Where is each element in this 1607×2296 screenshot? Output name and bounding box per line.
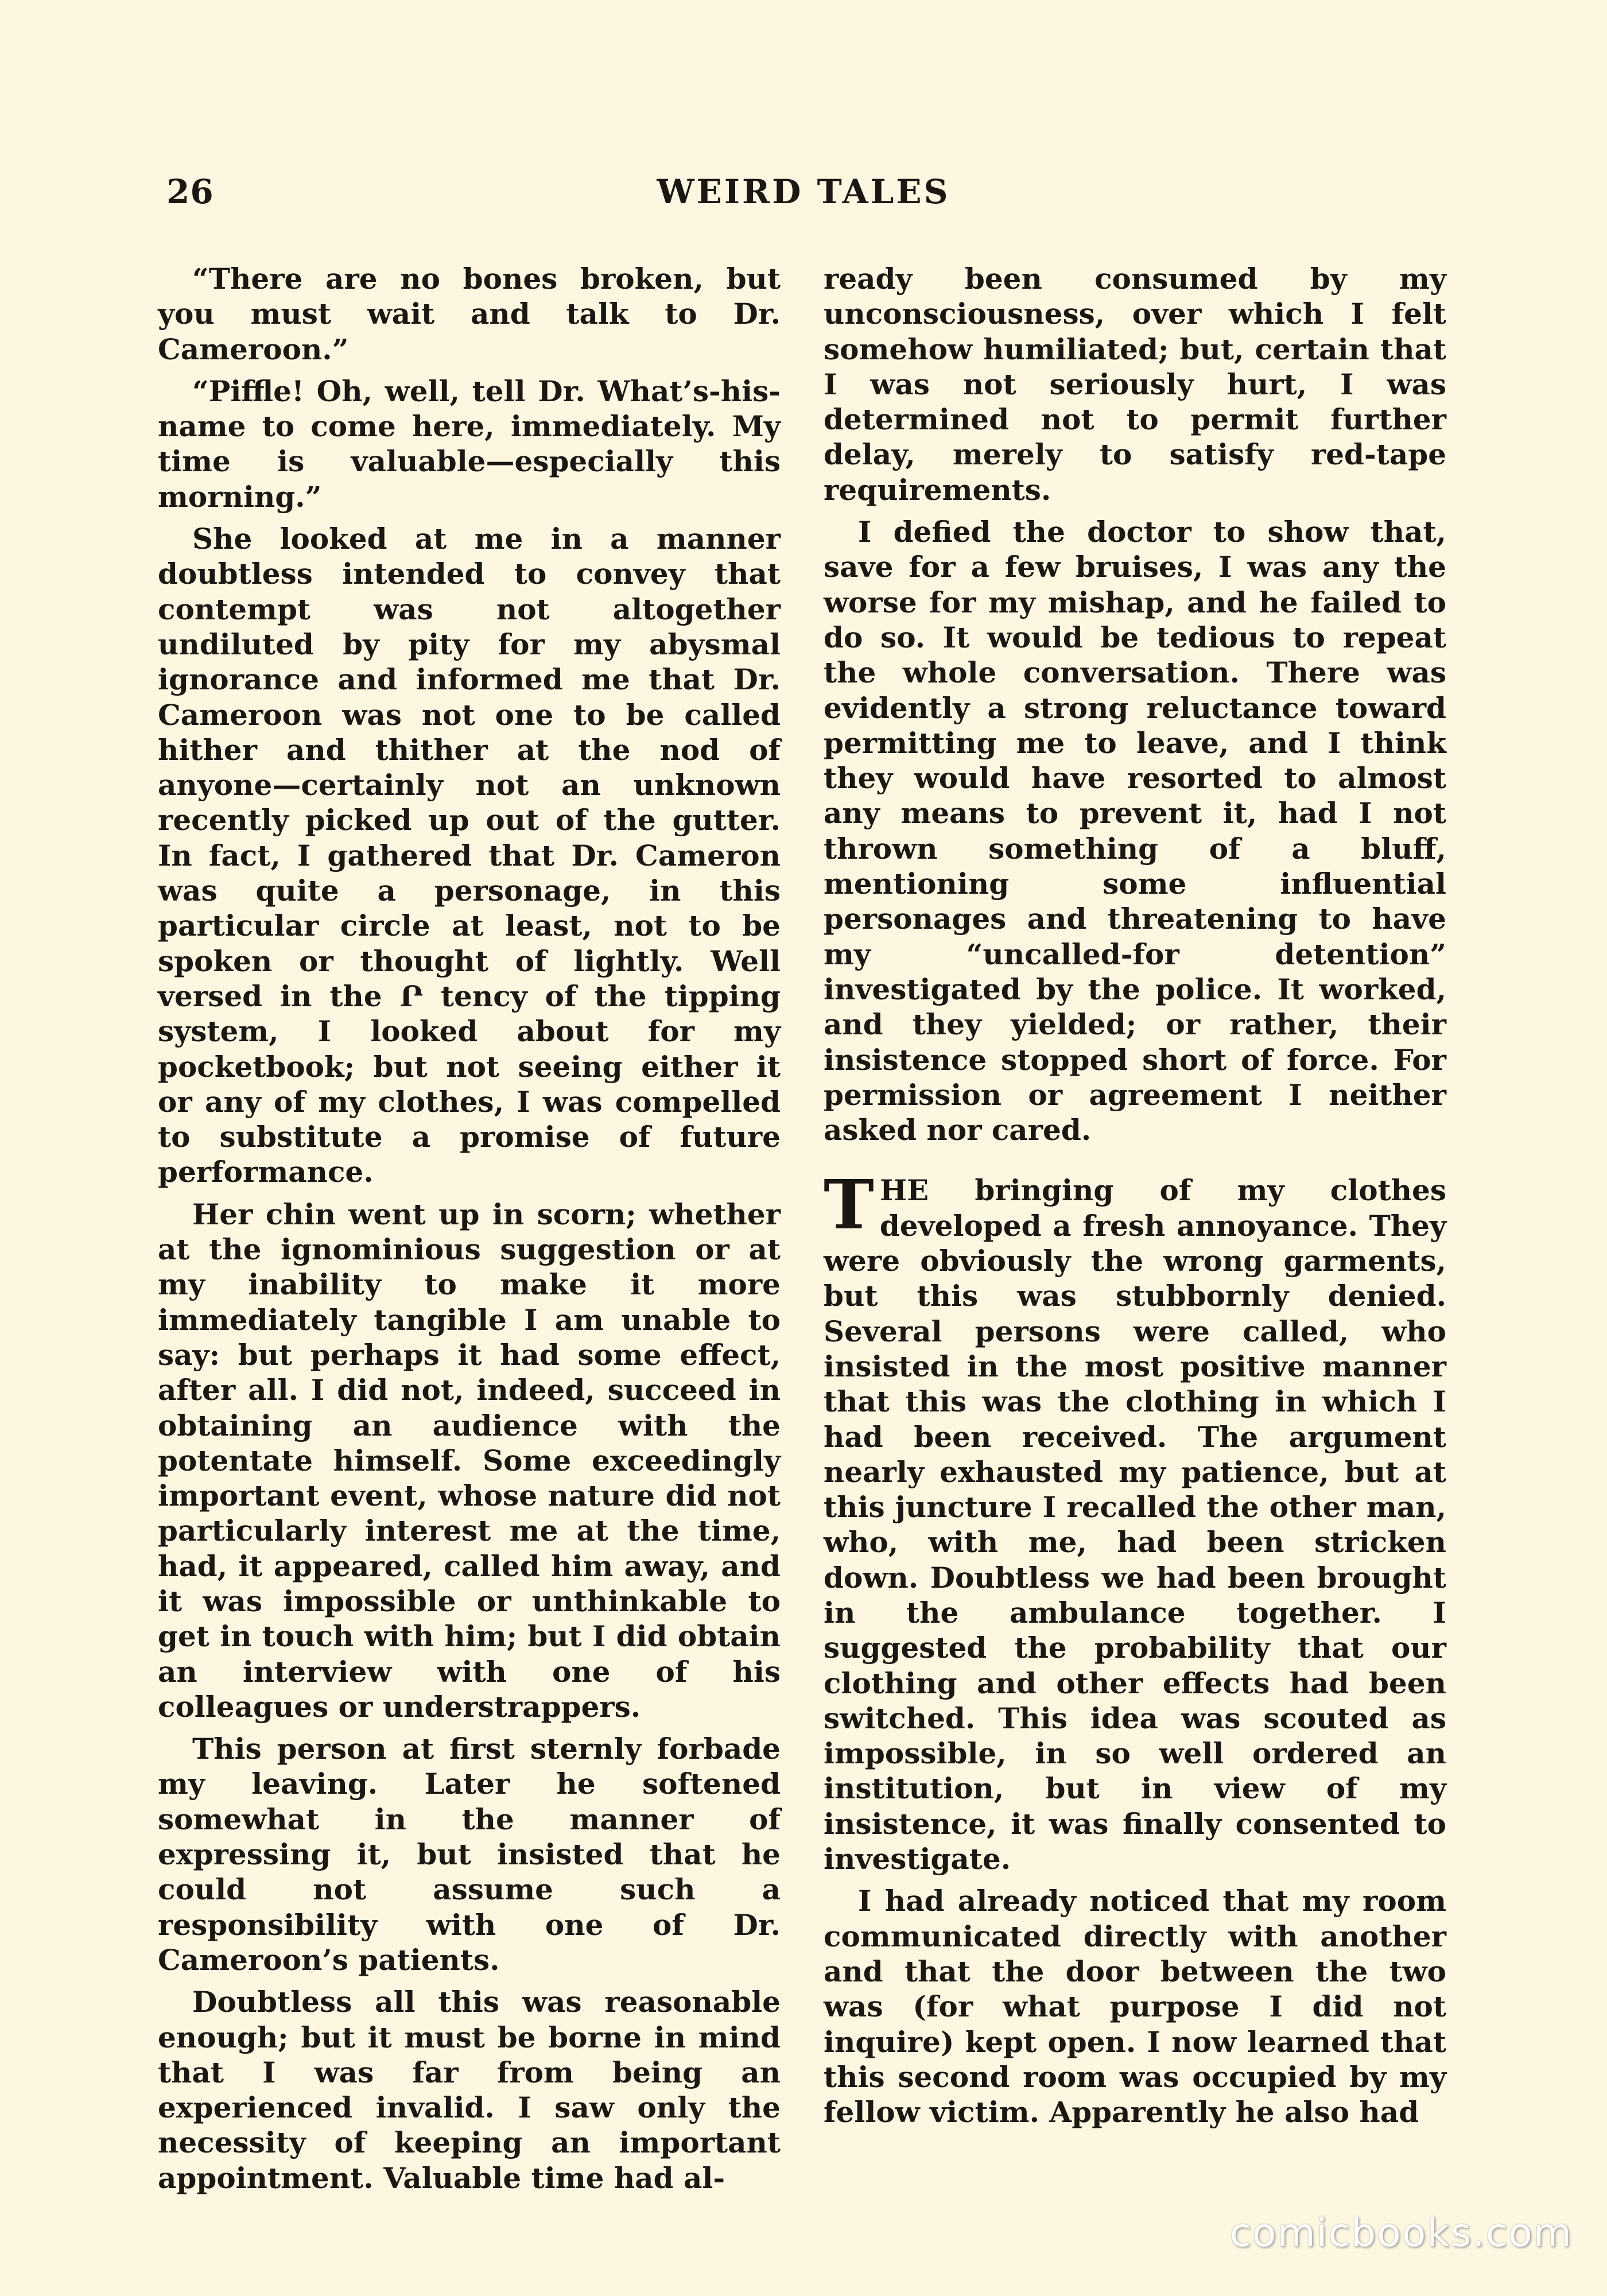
continued-paragraph: ready been consumed by my unconsciousness, over which I felt somehow humiliated; but, certain that I was not seriously hurt, I was determined not to permit further delay, merely to satisfy red-tape requirements. bbox=[824, 262, 1446, 507]
section-start-text: HE bringing of my clothes developed a fresh annoyance. They were obviously the wrong garments, but this was stubbornly denied. Several persons were called, who insisted in the most positive manner that this was the clothing in which I had been received. The argument nearly exhausted my patience, but at this juncture I recalled the other man, who, with me, had been stricken down. Doubtless we had been brought in the ambulance together. I suggested the probability that our clothing and other effects had been switched. This idea was scouted as impossible, in so well ordered an institution, but in view of my insistence, it was finally consented to investigate. bbox=[824, 1173, 1446, 1876]
paragraph: She looked at me in a manner doubtless intended to convey that contempt was not altogether undiluted by pity for my abysmal ignorance and informed me that Dr. Cameroon was not one to be called hither and thither at the nod of anyone—certainly not an unknown recently picked up out of the gutter. In fact, I gathered that Dr. Cameron was quite a personage, in this particular circle at least, not to be spoken or thought of lightly. Well versed in the Ր tency of the tipping system, I looked about for my pocketbook; but not seeing either it or any of my clothes, I was compelled to substitute a promise of future performance. bbox=[158, 522, 781, 1189]
running-head-title: WEIRD TALES bbox=[657, 172, 950, 211]
drop-cap: T bbox=[824, 1165, 874, 1245]
paragraph: “Piffle! Oh, well, tell Dr. What’s-his-name to come here, immediately. My time is valuable—especially this morning.” bbox=[158, 374, 781, 514]
page-number: 26 bbox=[166, 172, 214, 211]
paragraph: Her chin went up in scorn; whether at the ignominious suggestion or at my inability to make it more immediately tangible I am unable to say: but perhaps it had some effect, after all. I did not, indeed, succeed in obtaining an audience with the potentate himself. Some exceedingly important event, whose nature did not particularly interest me at the time, had, it appeared, called him away, and it was impossible or unthinkable to get in touch with him; but I did obtain an interview with one of his colleagues or understrappers. bbox=[158, 1197, 781, 1724]
paragraph: Doubtless all this was reasonable enough; but it must be borne in mind that I was far from being an experienced invalid. I saw only the necessity of keeping an important appointment. Valuable time had al- bbox=[158, 1985, 781, 2195]
paragraph: I defied the doctor to show that, save for a few bruises, I was any the worse for my mishap, and he failed to do so. It would be tedious to repeat the whole conversation. There was evidently a strong reluctance toward permitting me to leave, and I think they would have resorted to almost any means to prevent it, had I not thrown something of a bluff, mentioning some influential personages and threatening to have my “uncalled-for detention” investigated by the police. It worked, and they yielded; or rather, their insistence stopped short of force. For permission or agreement I neither asked nor cared. bbox=[824, 515, 1446, 1147]
right-text-column bbox=[824, 261, 1446, 2136]
watermark-logo: comicbooks.com bbox=[1229, 2210, 1573, 2256]
paragraph: “There are no bones broken, but you must wait and talk to Dr. Cameroon.” bbox=[158, 262, 781, 366]
left-text-column bbox=[158, 261, 781, 2202]
section-start-paragraph bbox=[824, 1165, 1446, 1876]
paragraph: I had already noticed that my room communicated directly with another and that the door between the two was (for what purpose I did not inquire) kept open. I now learned that this second room was occupied by my fellow victim. Apparently he also had bbox=[824, 1884, 1446, 2130]
paragraph: This person at first sternly forbade my leaving. Later he softened somewhat in the manner of expressing it, but insisted that he could not assume such a responsibility with one of Dr. Cameroon’s patients. bbox=[158, 1732, 781, 1977]
